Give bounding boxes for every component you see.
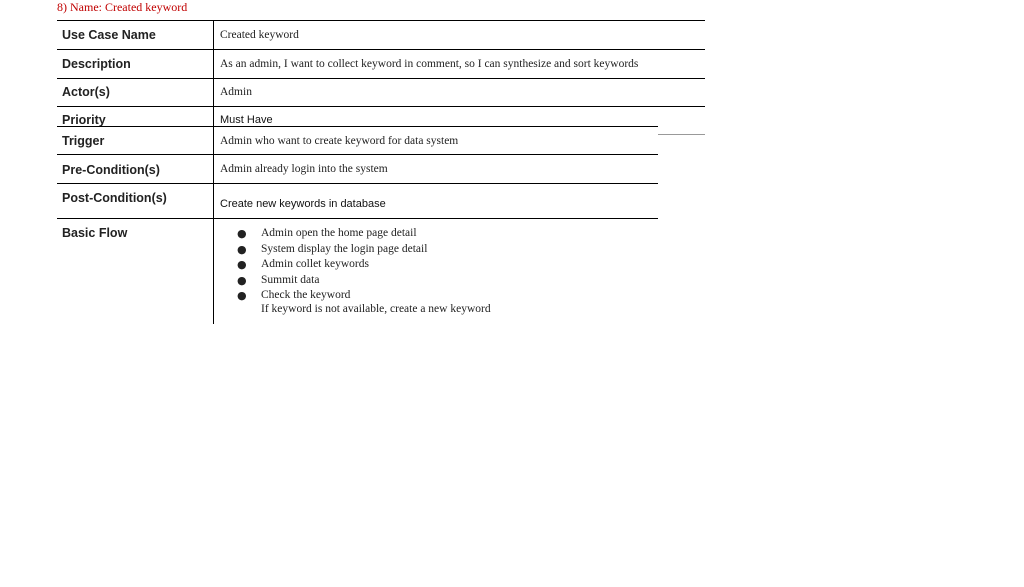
bullet-icon: ●: [237, 242, 247, 256]
row-divider: [57, 154, 658, 155]
table-top-border: [57, 20, 705, 21]
flow-step-text: Check the keyword: [261, 289, 351, 301]
post-conditions-label: Post-Condition(s): [62, 191, 167, 205]
row-divider: [57, 78, 705, 79]
list-item: [237, 242, 427, 258]
row-divider: [57, 106, 705, 107]
list-item: [237, 273, 427, 289]
bullet-icon: ●: [237, 273, 247, 287]
trigger-label: Trigger: [62, 134, 105, 148]
actors-label: Actor(s): [62, 85, 110, 99]
bullet-icon: ●: [237, 289, 247, 302]
column-divider: [213, 20, 214, 324]
priority-value: Must Have: [220, 114, 273, 126]
use-case-name-label: Use Case Name: [62, 28, 156, 42]
list-item: [237, 257, 427, 273]
use-case-name-value: Created keyword: [220, 29, 299, 41]
row-divider: [57, 49, 705, 50]
description-value: As an admin, I want to collect keyword in comment, so I can synthesize and sort keywords: [220, 58, 639, 70]
post-conditions-value: Create new keywords in database: [220, 198, 386, 210]
flow-step-text: System display the login page detail: [261, 242, 428, 255]
flow-note: If keyword is not available, create a new keyword: [261, 303, 491, 315]
row-divider: [57, 126, 658, 127]
actors-value: Admin: [220, 86, 252, 98]
list-item: [237, 288, 427, 304]
basic-flow-list: [237, 226, 427, 304]
basic-flow-label: Basic Flow: [62, 226, 128, 240]
row-divider: [57, 183, 658, 184]
flow-step-text: Summit data: [261, 273, 320, 286]
flow-step-text: Admin open the home page detail: [261, 227, 417, 239]
use-case-heading: 8) Name: Created keyword: [57, 0, 188, 14]
list-item: [237, 226, 427, 242]
bullet-icon: ●: [237, 227, 247, 240]
pre-conditions-label: Pre-Condition(s): [62, 163, 160, 177]
trigger-value: Admin who want to create keyword for data system: [220, 135, 459, 147]
description-label: Description: [62, 57, 131, 71]
pre-conditions-value: Admin already login into the system: [220, 163, 388, 175]
row-divider: [57, 218, 658, 219]
bullet-icon: ●: [237, 258, 247, 271]
flow-step-text: Admin collet keywords: [261, 258, 369, 270]
priority-label: Priority: [62, 113, 106, 126]
row-divider-light: [658, 134, 705, 135]
